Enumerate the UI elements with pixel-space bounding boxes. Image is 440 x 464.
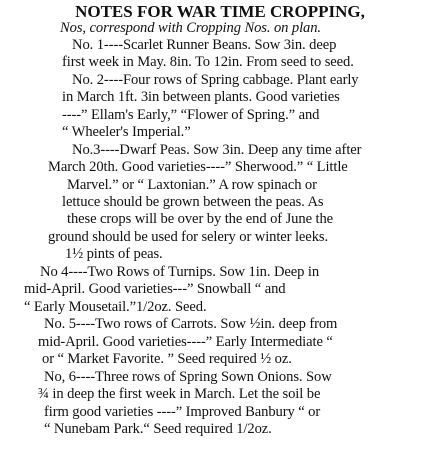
document-title: NOTES FOR WAR TIME CROPPING,: [75, 2, 365, 21]
text-line: March 20th. Good varieties----” Sherwood.” “ Little: [48, 159, 348, 175]
text-line: No. 5----Two rows of Carrots. Sow ½in. deep from: [44, 316, 338, 332]
text-line: No.3----Dwarf Peas. Sow 3in. Deep any time after: [72, 142, 362, 158]
text-line: 1½ pints of peas.: [65, 246, 163, 262]
text-line: No. 1----Scarlet Runner Beans. Sow 3in. deep: [72, 37, 337, 53]
text-line: ----” Ellam's Early,” “Flower of Spring.” and: [62, 107, 320, 123]
text-line: ¾ in deep the first week in March. Let the soil be: [38, 386, 321, 402]
text-line: or “ Market Favorite. ” Seed required ½ oz.: [42, 351, 292, 367]
text-line: No 4----Two Rows of Turnips. Sow 1in. Deep in: [40, 264, 320, 280]
text-line: firm good varieties ----” Improved Banbury “ or: [44, 404, 321, 420]
text-line: in March 1ft. 3in between plants. Good varieties: [62, 89, 340, 105]
text-line: “ Nunebam Park.“ Seed required 1/2oz.: [44, 421, 272, 437]
text-line: “ Wheeler's Imperial.”: [62, 124, 191, 140]
text-line: Marvel.” or “ Laxtonian.” A row spinach or: [67, 177, 317, 193]
text-line: “ Early Mousetail.”1/2oz. Seed.: [24, 299, 207, 315]
text-line: No. 2----Four rows of Spring cabbage. Plant early: [72, 72, 359, 88]
document-subtitle: Nos, correspond with Cropping Nos. on plan.: [60, 20, 321, 36]
text-line: lettuce should be grown between the peas. As: [62, 194, 324, 210]
text-line: mid-April. Good varieties----” Early Intermediate “: [38, 334, 333, 350]
text-line: No, 6----Three rows of Spring Sown Onions. Sow: [44, 369, 332, 385]
text-line: first week in May. 8in. To 12in. From seed to seed.: [62, 54, 354, 70]
text-line: mid-April. Good varieties---” Snowball “ and: [24, 281, 286, 297]
text-line: ground should be used for selery or winter leeks.: [48, 229, 329, 245]
text-line: these crops will be over by the end of June the: [67, 211, 334, 227]
